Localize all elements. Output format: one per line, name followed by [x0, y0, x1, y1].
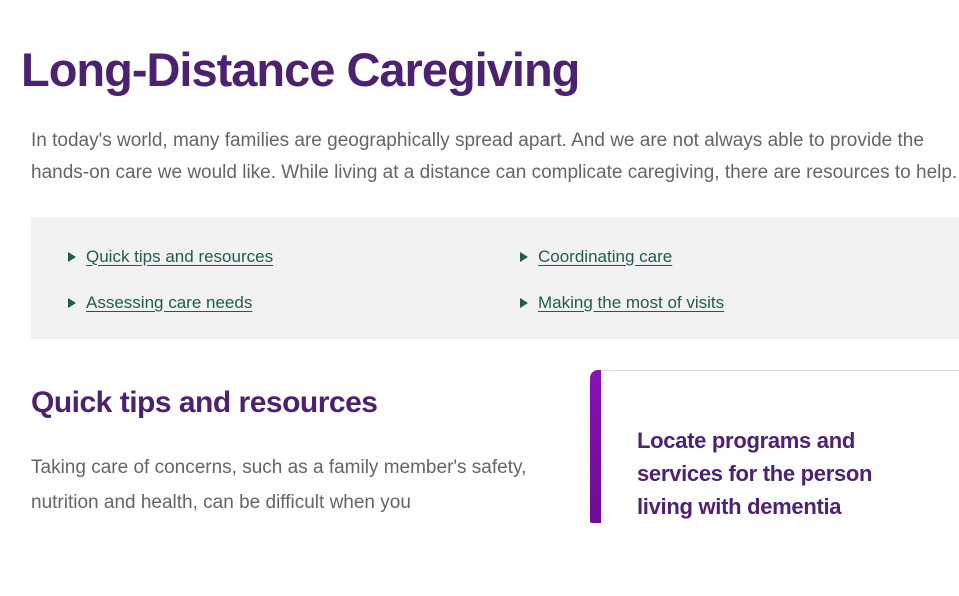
toc-link-making-most-of-visits[interactable]	[483, 293, 959, 313]
toc-link-coordinating-care[interactable]	[483, 247, 959, 267]
locate-programs-callout-card[interactable]	[590, 370, 959, 523]
toc-link-label: Assessing care needs	[86, 292, 253, 312]
on-this-page-box	[31, 217, 959, 339]
triangle-right-icon	[68, 252, 76, 262]
toc-link-label: Coordinating care	[538, 246, 673, 266]
triangle-right-icon	[68, 298, 76, 308]
triangle-right-icon	[520, 298, 528, 308]
toc-link-assessing-care[interactable]	[31, 293, 483, 313]
page	[0, 44, 959, 596]
toc-link-quick-tips[interactable]	[31, 247, 483, 267]
section-quick-tips	[0, 370, 560, 523]
intro-paragraph: In today's world, many families are geographically spread apart. And we are not always able to provide the hands-on care we would like. While living at a distance can complicate caregiving, there are resources to help.	[31, 129, 958, 183]
toc-link-label: Making the most of visits	[538, 292, 725, 312]
toc-link-label: Quick tips and resources	[86, 246, 274, 266]
section-heading: Quick tips and resources	[31, 385, 378, 419]
section-paragraph: Taking care of concerns, such as a family member's safety, nutrition and health, can be difficult when you	[31, 456, 527, 513]
content-row	[0, 370, 959, 523]
triangle-right-icon	[520, 252, 528, 262]
purple-accent-bar	[590, 370, 601, 523]
callout-title: Locate programs and services for the person living with dementia	[637, 427, 873, 519]
page-title: Long-Distance Caregiving	[21, 43, 580, 96]
